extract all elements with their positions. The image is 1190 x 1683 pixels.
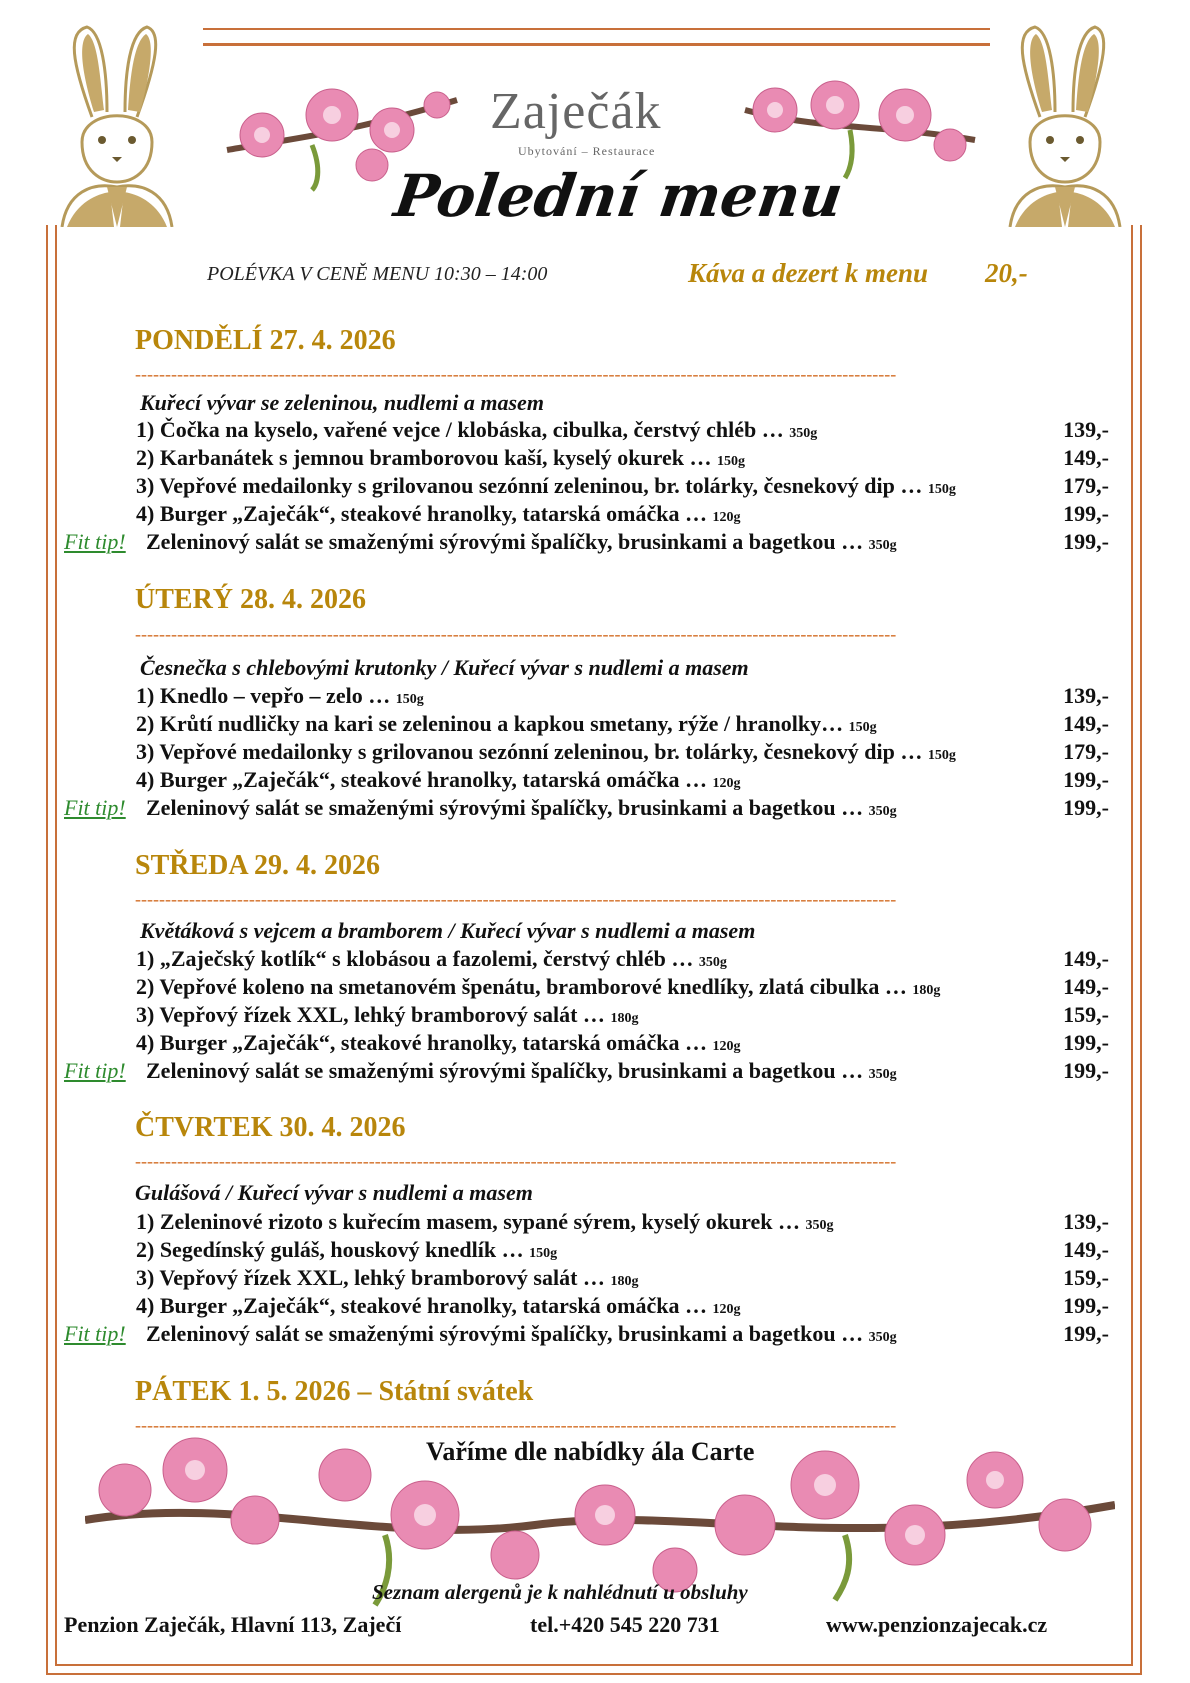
- item-label: Zeleninový salát se smaženými sýrovými špalíčky, brusinkami a bagetkou …: [146, 529, 864, 554]
- item-label: 2) Krůtí nudličky na kari se zeleninou a kapkou smetany, rýže / hranolky…: [136, 711, 844, 736]
- fit-tip-item: [64, 1058, 1119, 1086]
- item-weight: 120g: [712, 1302, 741, 1317]
- menu-item: [64, 974, 1119, 1002]
- rabbit-icon: [1000, 22, 1130, 227]
- item-weight: 150g: [529, 1246, 558, 1261]
- menu-item: [64, 767, 1119, 795]
- item-price: 199,-: [1063, 767, 1109, 792]
- item-price: 149,-: [1063, 946, 1109, 971]
- item-label: Zeleninový salát se smaženými sýrovými špalíčky, brusinkami a bagetkou …: [146, 795, 864, 820]
- footer-address: Penzion Zaječák, Hlavní 113, Zaječí: [64, 1612, 402, 1637]
- item-price: 199,-: [1063, 1058, 1109, 1083]
- day-soup: Česnečka s chlebovými krutonky / Kuřecí vývar s nudlemi a masem: [140, 655, 749, 680]
- day-soup: Gulášová / Kuřecí vývar s nudlemi a masem: [135, 1180, 533, 1205]
- item-price: 139,-: [1063, 683, 1109, 708]
- fit-tip-item: [64, 529, 1119, 557]
- item-price: 199,-: [1063, 795, 1109, 820]
- menu-item: [64, 711, 1119, 739]
- item-price: 199,-: [1063, 1321, 1109, 1346]
- item-weight: 350g: [805, 1218, 834, 1233]
- menu-item: [64, 739, 1119, 767]
- top-rule-2: [203, 43, 990, 46]
- divider: -------------------------------------------------------------------------------------------------------------------------------: [135, 891, 897, 907]
- item-label: 2) Karbanátek s jemnou bramborovou kaší, kyselý okurek …: [136, 445, 712, 470]
- frame-left-inner: [55, 225, 57, 1665]
- item-label: 3) Vepřový řízek XXL, lehký bramborový salát …: [136, 1265, 605, 1290]
- item-label: 4) Burger „Zaječák“, steakové hranolky, tatarská omáčka …: [136, 501, 707, 526]
- menu-item: [64, 473, 1119, 501]
- fit-tip-link[interactable]: Fit tip!: [64, 795, 126, 820]
- item-weight: 150g: [717, 454, 746, 469]
- brand-logo: Zaječák: [490, 83, 662, 140]
- item-label: 3) Vepřový řízek XXL, lehký bramborový salát …: [136, 1002, 605, 1027]
- item-weight: 150g: [395, 692, 424, 707]
- menu-item: [64, 501, 1119, 529]
- item-label: 1) Knedlo – vepřo – zelo …: [136, 683, 391, 708]
- day-header: ÚTERÝ 28. 4. 2026: [135, 584, 367, 615]
- item-weight: 350g: [868, 1067, 897, 1082]
- item-price: 199,-: [1063, 1030, 1109, 1055]
- item-price: 149,-: [1063, 445, 1109, 470]
- item-price: 149,-: [1063, 974, 1109, 999]
- item-weight: 350g: [698, 955, 727, 970]
- item-label: 3) Vepřové medailonky s grilovanou sezónní zeleninou, br. tolárky, česnekový dip …: [136, 473, 923, 498]
- item-price: 179,-: [1063, 473, 1109, 498]
- footer-phone: tel.+420 545 220 731: [530, 1612, 720, 1637]
- soup-info: POLÉVKA V CENĚ MENU 10:30 – 14:00: [207, 263, 548, 285]
- menu-item: [64, 1293, 1119, 1321]
- day-header: PONDĚLÍ 27. 4. 2026: [135, 325, 396, 356]
- menu-item: [64, 1265, 1119, 1293]
- frame-left-outer: [46, 225, 48, 1675]
- day-soup: Květáková s vejcem a bramborem / Kuřecí vývar s nudlemi a masem: [140, 918, 756, 943]
- fit-tip-item: [64, 1321, 1119, 1349]
- item-price: 139,-: [1063, 417, 1109, 442]
- fit-tip-item: [64, 795, 1119, 823]
- menu-item: [64, 1002, 1119, 1030]
- fit-tip-link[interactable]: Fit tip!: [64, 1058, 126, 1083]
- coffee-price: 20,-: [985, 258, 1028, 288]
- frame-right-outer: [1140, 225, 1142, 1675]
- item-price: 199,-: [1063, 1293, 1109, 1318]
- item-price: 149,-: [1063, 1237, 1109, 1262]
- frame-bottom-outer: [46, 1673, 1142, 1675]
- allergen-note: Seznam alergenů je k nahlédnutí u obsluhy: [372, 1580, 748, 1604]
- menu-item: [64, 1209, 1119, 1237]
- item-weight: 150g: [848, 720, 877, 735]
- day-header-friday: PÁTEK 1. 5. 2026 – Státní svátek: [135, 1376, 534, 1407]
- item-weight: 120g: [712, 1039, 741, 1054]
- menu-item: [64, 1030, 1119, 1058]
- item-price: 179,-: [1063, 739, 1109, 764]
- item-weight: 150g: [927, 482, 956, 497]
- item-weight: 350g: [868, 804, 897, 819]
- divider: -------------------------------------------------------------------------------------------------------------------------------: [135, 1417, 897, 1433]
- menu-item: [64, 445, 1119, 473]
- menu-item: [64, 1237, 1119, 1265]
- item-price: 159,-: [1063, 1002, 1109, 1027]
- fit-tip-link[interactable]: Fit tip!: [64, 529, 126, 554]
- item-price: 149,-: [1063, 711, 1109, 736]
- brand-subtitle: Ubytování – Restaurace: [518, 144, 656, 158]
- divider: -------------------------------------------------------------------------------------------------------------------------------: [135, 366, 897, 382]
- day-header: ČTVRTEK 30. 4. 2026: [135, 1112, 406, 1143]
- item-weight: 350g: [868, 538, 897, 553]
- footer-website[interactable]: www.penzionzajecak.cz: [826, 1612, 1048, 1637]
- item-label: 3) Vepřové medailonky s grilovanou sezónní zeleninou, br. tolárky, česnekový dip …: [136, 739, 923, 764]
- item-weight: 120g: [712, 510, 741, 525]
- menu-item: [64, 946, 1119, 974]
- friday-note: Vaříme dle nabídky ála Carte: [420, 1437, 760, 1467]
- item-label: 1) „Zaječský kotlík“ s klobásou a fazolemi, čerstvý chléb …: [136, 946, 694, 971]
- rabbit-icon: [52, 22, 182, 227]
- frame-bottom-inner: [55, 1664, 1133, 1666]
- menu-item: [64, 417, 1119, 445]
- day-header: STŘEDA 29. 4. 2026: [135, 850, 381, 881]
- item-label: 4) Burger „Zaječák“, steakové hranolky, tatarská omáčka …: [136, 1293, 707, 1318]
- fit-tip-link[interactable]: Fit tip!: [64, 1321, 126, 1346]
- divider: -------------------------------------------------------------------------------------------------------------------------------: [135, 626, 897, 642]
- day-soup: Kuřecí vývar se zeleninou, nudlemi a masem: [140, 390, 544, 415]
- item-label: 1) Čočka na kyselo, vařené vejce / klobáska, cibulka, čerstvý chléb …: [136, 417, 784, 442]
- item-label: 4) Burger „Zaječák“, steakové hranolky, tatarská omáčka …: [136, 1030, 707, 1055]
- top-rule-1: [203, 28, 990, 30]
- menu-item: [64, 683, 1119, 711]
- coffee-info: Káva a dezert k menu: [688, 258, 928, 288]
- item-weight: 180g: [610, 1274, 639, 1289]
- item-price: 199,-: [1063, 501, 1109, 526]
- divider: -------------------------------------------------------------------------------------------------------------------------------: [135, 1153, 897, 1169]
- item-label: Zeleninový salát se smaženými sýrovými špalíčky, brusinkami a bagetkou …: [146, 1321, 864, 1346]
- item-weight: 120g: [712, 776, 741, 791]
- item-price: 199,-: [1063, 529, 1109, 554]
- item-weight: 180g: [610, 1011, 639, 1026]
- item-weight: 150g: [927, 748, 956, 763]
- item-weight: 350g: [868, 1330, 897, 1345]
- page-title: Polední menu: [390, 162, 848, 230]
- item-weight: 350g: [789, 426, 818, 441]
- item-label: Zeleninový salát se smaženými sýrovými špalíčky, brusinkami a bagetkou …: [146, 1058, 864, 1083]
- item-weight: 180g: [912, 983, 941, 998]
- item-price: 139,-: [1063, 1209, 1109, 1234]
- item-label: 2) Vepřové koleno na smetanovém špenátu, bramborové knedlíky, zlatá cibulka …: [136, 974, 907, 999]
- item-label: 1) Zeleninové rizoto s kuřecím masem, sypané sýrem, kyselý okurek …: [136, 1209, 801, 1234]
- item-label: 2) Segedínský guláš, houskový knedlík …: [136, 1237, 524, 1262]
- item-label: 4) Burger „Zaječák“, steakové hranolky, tatarská omáčka …: [136, 767, 707, 792]
- frame-right-inner: [1131, 225, 1133, 1665]
- item-price: 159,-: [1063, 1265, 1109, 1290]
